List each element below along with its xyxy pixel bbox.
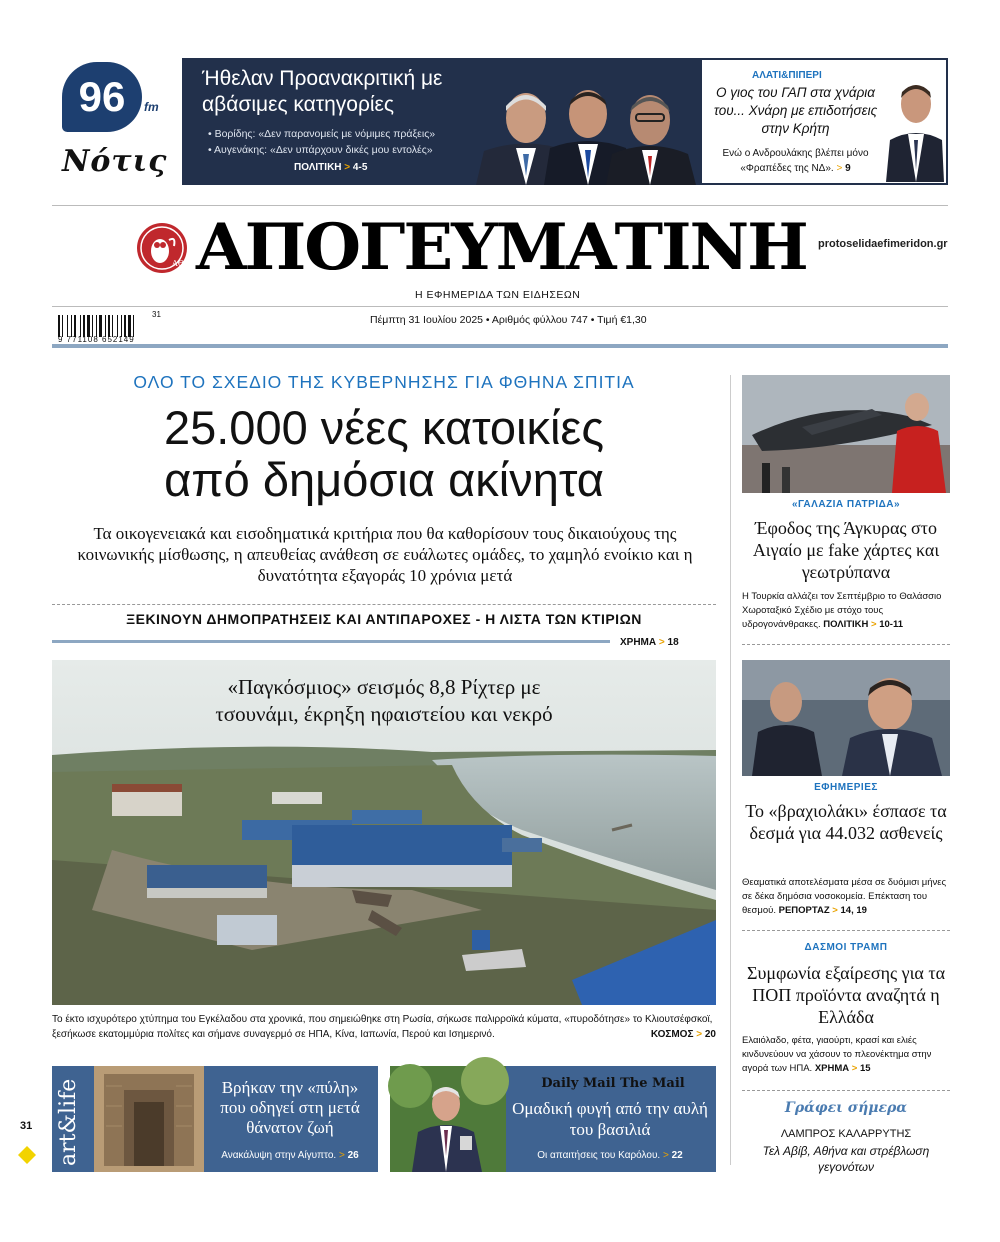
side-promo-label: ΑΛΑΤΙ&ΠΙΠΕΡΙ xyxy=(752,70,822,81)
lead-summary: Τα οικογενειακά και εισοδηματικά κριτήρια που θα καθορίσουν τους δικαιούχους της κοινωνικής μίσθωσης, η απευθείας ανάθεση σε ευάλωτες ομάδες, το χαμηλό ενοίκιο και η δυνατότητα εξαγοράς 10 χρόνια μετά xyxy=(77,524,693,585)
svg-text:ΑΘΕ: ΑΘΕ xyxy=(172,259,191,268)
promo-page-ref: ΠΟΛΙΤΙΚΗ > 4-5 xyxy=(294,162,368,173)
story2-text: Θεαματικά αποτελέσματα μέσα σε δυόμισι μήνες σε δέκα δημόσια νοσοκομεία. Επέκταση του θεσμού. ΡΕΠΟΡΤΑΖ > 14, 19 xyxy=(742,877,947,916)
promo-bullet: • Αυγενάκης: «Δεν υπάρχουν δικές μου εντολές» xyxy=(208,144,433,156)
barcode-bar xyxy=(87,315,90,337)
barcode-bar xyxy=(112,315,113,337)
barcode-bar xyxy=(128,315,131,337)
story3-label: ΔΑΣΜΟΙ ΤΡΑΜΠ xyxy=(804,942,888,953)
barcode-number: 9 771108 652149 xyxy=(58,335,135,344)
king-sub: Οι απαιτήσεις του Καρόλου. > 22 xyxy=(537,1150,683,1161)
owl-coin-emblem xyxy=(136,222,191,274)
story2-headline[interactable]: Το «βραχιολάκι» έσπασε τα δεσμά για 44.032 ασθενείς xyxy=(745,801,947,843)
story3-text: Ελαιόλαδο, φέτα, γιαούρτι, κρασί και ελιές κινδυνεύουν να χάσουν το πλεονέκτημα στην αγορά των ΗΠΑ. ΧΡΗΜΑ > 15 xyxy=(742,1035,932,1074)
minister-photo xyxy=(742,660,950,776)
king-charles-photo xyxy=(390,1066,506,1172)
barcode-bar xyxy=(83,315,85,337)
radio-name: Nότις xyxy=(62,144,168,179)
radio-number: 96 xyxy=(62,62,142,132)
barcode-bar xyxy=(96,315,97,337)
story3-headline[interactable]: Συμφωνία εξαίρεσης για τα ΠΟΠ προϊόντα αναζητά η Ελλάδα xyxy=(746,963,946,1027)
politician-photo xyxy=(884,74,944,182)
dashed-rule xyxy=(742,930,950,931)
masthead-blue-rule xyxy=(52,344,948,348)
barcode-bar xyxy=(117,315,118,337)
columnist-title[interactable]: Τελ Αβίβ, Αθήνα και στρέβλωση γεγονότων xyxy=(762,1144,930,1174)
barcode-bar xyxy=(105,315,106,337)
barcode-bar xyxy=(74,315,76,337)
issue-info: Πέμπτη 31 Ιουλίου 2025 • Αριθμός φύλλου 747 • Τιμή €1,30 xyxy=(370,314,647,326)
story2-ref: ΡΕΠΟΡΤΑΖ > 14, 19 xyxy=(778,905,867,916)
columnist-label: Γράφει σήμερα xyxy=(784,1100,908,1116)
barcode-bar xyxy=(58,315,60,337)
photo-headline: «Παγκόσμιος» σεισμός 8,8 Ρίχτερ με τσουνάμι, έκρηξη ηφαιστείου και νεκρό xyxy=(215,675,553,726)
barcode-bar xyxy=(71,315,72,337)
caption-page-ref: ΚΟΣΜΟΣ > 20 xyxy=(650,1029,716,1040)
dashed-rule xyxy=(52,604,716,605)
politics-promo-box[interactable] xyxy=(182,58,700,185)
column-rule xyxy=(730,375,731,1165)
dashed-rule xyxy=(742,1090,950,1091)
source-papers: Daily Mail The Mail xyxy=(541,1076,685,1091)
masthead-tagline: Η ΕΦΗΜΕΡΙΔΑ ΤΩΝ ΕΙΔΗΣΕΩΝ xyxy=(415,289,581,301)
barcode-bar xyxy=(80,315,81,337)
barcode-bar xyxy=(99,315,102,337)
dashed-rule xyxy=(742,644,950,645)
art-sub: Ανακάλυψη στην Αίγυπτο. > 26 xyxy=(221,1150,359,1161)
earthquake-photo[interactable] xyxy=(52,660,716,1005)
top-rule xyxy=(52,205,948,206)
barcode-suffix: 31 xyxy=(152,310,161,319)
king-story-box[interactable] xyxy=(390,1066,716,1172)
barcode-bar xyxy=(92,315,93,337)
side-promo-sub: Ενώ ο Ανδρουλάκης βλέπει μόνο «Φραπέδες της ΝΔ». > 9 xyxy=(722,148,869,174)
lead-kicker: ΟΛΟ ΤΟ ΣΧΕΔΙΟ ΤΗΣ ΚΥΒΕΡΝΗΣΗΣ ΓΙΑ ΦΘΗΝΑ ΣΠΙΤΙΑ xyxy=(133,372,635,392)
barcode-bar xyxy=(62,315,63,337)
barcode-bar xyxy=(121,315,122,337)
lead-subhead-bar: ΞΕΚΙΝΟΥΝ ΔΗΜΟΠΡΑΤΗΣΕΙΣ ΚΑΙ ΑΝΤΙΠΑΡΟΧΕΣ - Η ΛΙΣΤΑ ΤΩΝ ΚΤΙΡΙΩΝ xyxy=(126,611,642,627)
page-number: 31 xyxy=(20,1120,33,1132)
side-promo-box[interactable] xyxy=(700,58,948,185)
barcode-bar xyxy=(124,315,126,337)
art-life-box[interactable] xyxy=(52,1066,378,1172)
story1-label: «ΓΑΛΑΖΙΑ ΠΑΤΡΙΔΑ» xyxy=(791,499,901,510)
diamond-icon xyxy=(18,1146,36,1164)
promo-bullet: • Βορίδης: «Δεν παρανομείς με νόμιμες πράξεις» xyxy=(208,128,436,140)
king-headline: Ομαδική φυγή από την αυλή του βασιλιά xyxy=(512,1099,708,1139)
tomb-gate-image xyxy=(94,1066,204,1172)
side-promo-headline: Ο γιος του ΓΑΠ στα χνάρια του... Χνάρη με επιδοτήσεις στην Κρήτη xyxy=(713,85,878,136)
politicians-photo xyxy=(464,76,700,185)
art-headline: Βρήκαν την «πύλη» που οδηγεί στη μετά θάνατον ζωή xyxy=(220,1078,360,1137)
story2-label: ΕΦΗΜΕΡΙΕΣ xyxy=(814,782,878,793)
promo-headline: Ήθελαν Προανακριτική με αβάσιμες κατηγορίες xyxy=(202,67,443,116)
story3-ref: ΧΡΗΜΑ > 15 xyxy=(814,1063,871,1074)
photo-caption: Το έκτο ισχυρότερο χτύπημα του Εγκέλαδου στα χρονικά, που σημειώθηκε στη Ρωσία, σήκωσε παλιρροϊκά κύματα, «πυροδότησε» το Κλιουτσέφσκοϊ, ξεσήκωσε εκατομμύρια πολίτες και σήμανε συναγερμό σε ΗΠΑ, Κίνα, Ιαπωνία, Περού και Ισημερινό. ΚΟΣΜΟΣ > 20 xyxy=(52,1014,716,1040)
story1-ref: ΠΟΛΙΤΙΚΗ > 10-11 xyxy=(823,619,903,630)
barcode-bar xyxy=(67,315,68,337)
art-life-label: art&life xyxy=(56,1078,81,1166)
masthead-title[interactable]: ΑΠΟΓΕΥΜΑΤΙΝΗ xyxy=(196,210,807,285)
drone-erdogan-photo xyxy=(742,375,950,493)
radio-fm: fm xyxy=(144,100,159,114)
barcode-bar xyxy=(133,315,134,337)
lead-blue-rule xyxy=(52,640,610,643)
story1-headline[interactable]: Έφοδος της Άγκυρας στο Αιγαίο με fake χάρτες και γεωτρύπανα xyxy=(752,518,940,582)
columnist-name[interactable]: ΛΑΜΠΡΟΣ ΚΑΛΑΡΡΥΤΗΣ xyxy=(780,1128,912,1140)
lead-headline[interactable]: 25.000 νέες κατοικίες από δημόσια ακίνητα xyxy=(163,401,605,506)
watermark: protoselidaefimeridon.gr xyxy=(818,238,948,250)
masthead-rule xyxy=(52,306,948,307)
radio-logo[interactable] xyxy=(62,62,172,182)
story1-text: Η Τουρκία αλλάζει τον Σεπτέμβριο το Θαλάσσιο Χωροταξικό Σχέδιο με στόχο τους υδρογονάνθρακες. ΠΟΛΙΤΙΚΗ > 10-11 xyxy=(742,591,942,630)
barcode-bar xyxy=(108,315,110,337)
lead-page-ref[interactable]: ΧΡΗΜΑ > 18 xyxy=(620,637,679,648)
